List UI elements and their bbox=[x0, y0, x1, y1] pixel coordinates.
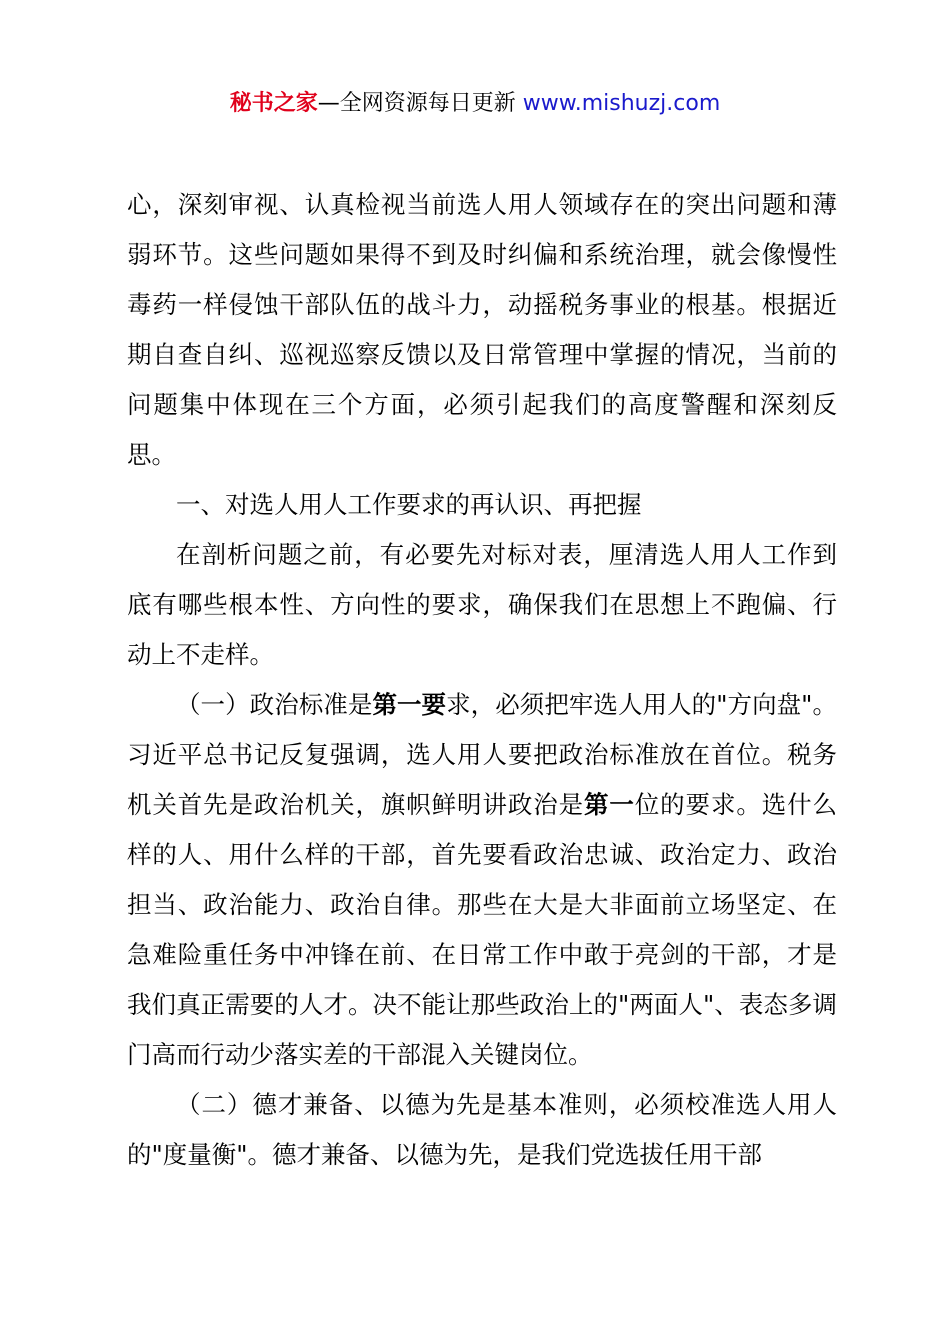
paragraph-3 bbox=[127, 680, 837, 1080]
paragraph-3-bold-1: 第一要 bbox=[372, 690, 447, 719]
paragraph-3-part-c: 求，必须把牢选人用人的"方向盘"。习近平总书记反复强调，选人用人要把政治标准放在首位。税务机关首先是政治机关，旗帜鲜明讲政治是 bbox=[127, 690, 838, 819]
paragraph-3-bold-2: 第一 bbox=[584, 790, 635, 819]
site-url-link[interactable]: www.mishuzj.com bbox=[522, 91, 721, 116]
paragraph-4: （二）德才兼备、以德为先是基本准则，必须校准选人用人的"度量衡"。德才兼备、以德为先，是我们党选拔任用干部 bbox=[127, 1090, 837, 1169]
paragraph-1: 心，深刻审视、认真检视当前选人用人领域存在的突出问题和薄弱环节。这些问题如果得不到及时纠偏和系统治理，就会像慢性毒药一样侵蚀干部队伍的战斗力，动摇税务事业的根基。根据近期自查自纠、巡视巡察反馈以及日常管理中掌握的情况，当前的问题集中体现在三个方面，必须引起我们的高度警醒和深刻反思。 bbox=[127, 190, 837, 469]
brand-name: 秘书之家 bbox=[229, 91, 318, 116]
section-heading-1: 一、对选人用人工作要求的再认识、再把握 bbox=[176, 490, 642, 519]
header-tagline: —全网资源每日更新 bbox=[317, 91, 523, 116]
site-header bbox=[0, 88, 950, 120]
paragraph-2: 在剖析问题之前，有必要先对标对表，厘清选人用人工作到底有哪些根本性、方向性的要求，确保我们在思想上不跑偏、行动上不走样。 bbox=[127, 540, 837, 669]
document-body bbox=[127, 180, 837, 1180]
paragraph-3-part-a: （一）政治标准是 bbox=[176, 690, 373, 719]
paragraph-3-part-e: 位的要求。选什么样的人、用什么样的干部，首先要看政治忠诚、政治定力、政治担当、政治能力、政治自律。那些在大是大非面前立场坚定、在急难险重任务中冲锋在前、在日常工作中敢于亮剑的干部，才是我们真正需要的人才。决不能让那些政治上的"两面人"、表态多调门高而行动少落实差的干部混入关键岗位。 bbox=[127, 790, 838, 1069]
